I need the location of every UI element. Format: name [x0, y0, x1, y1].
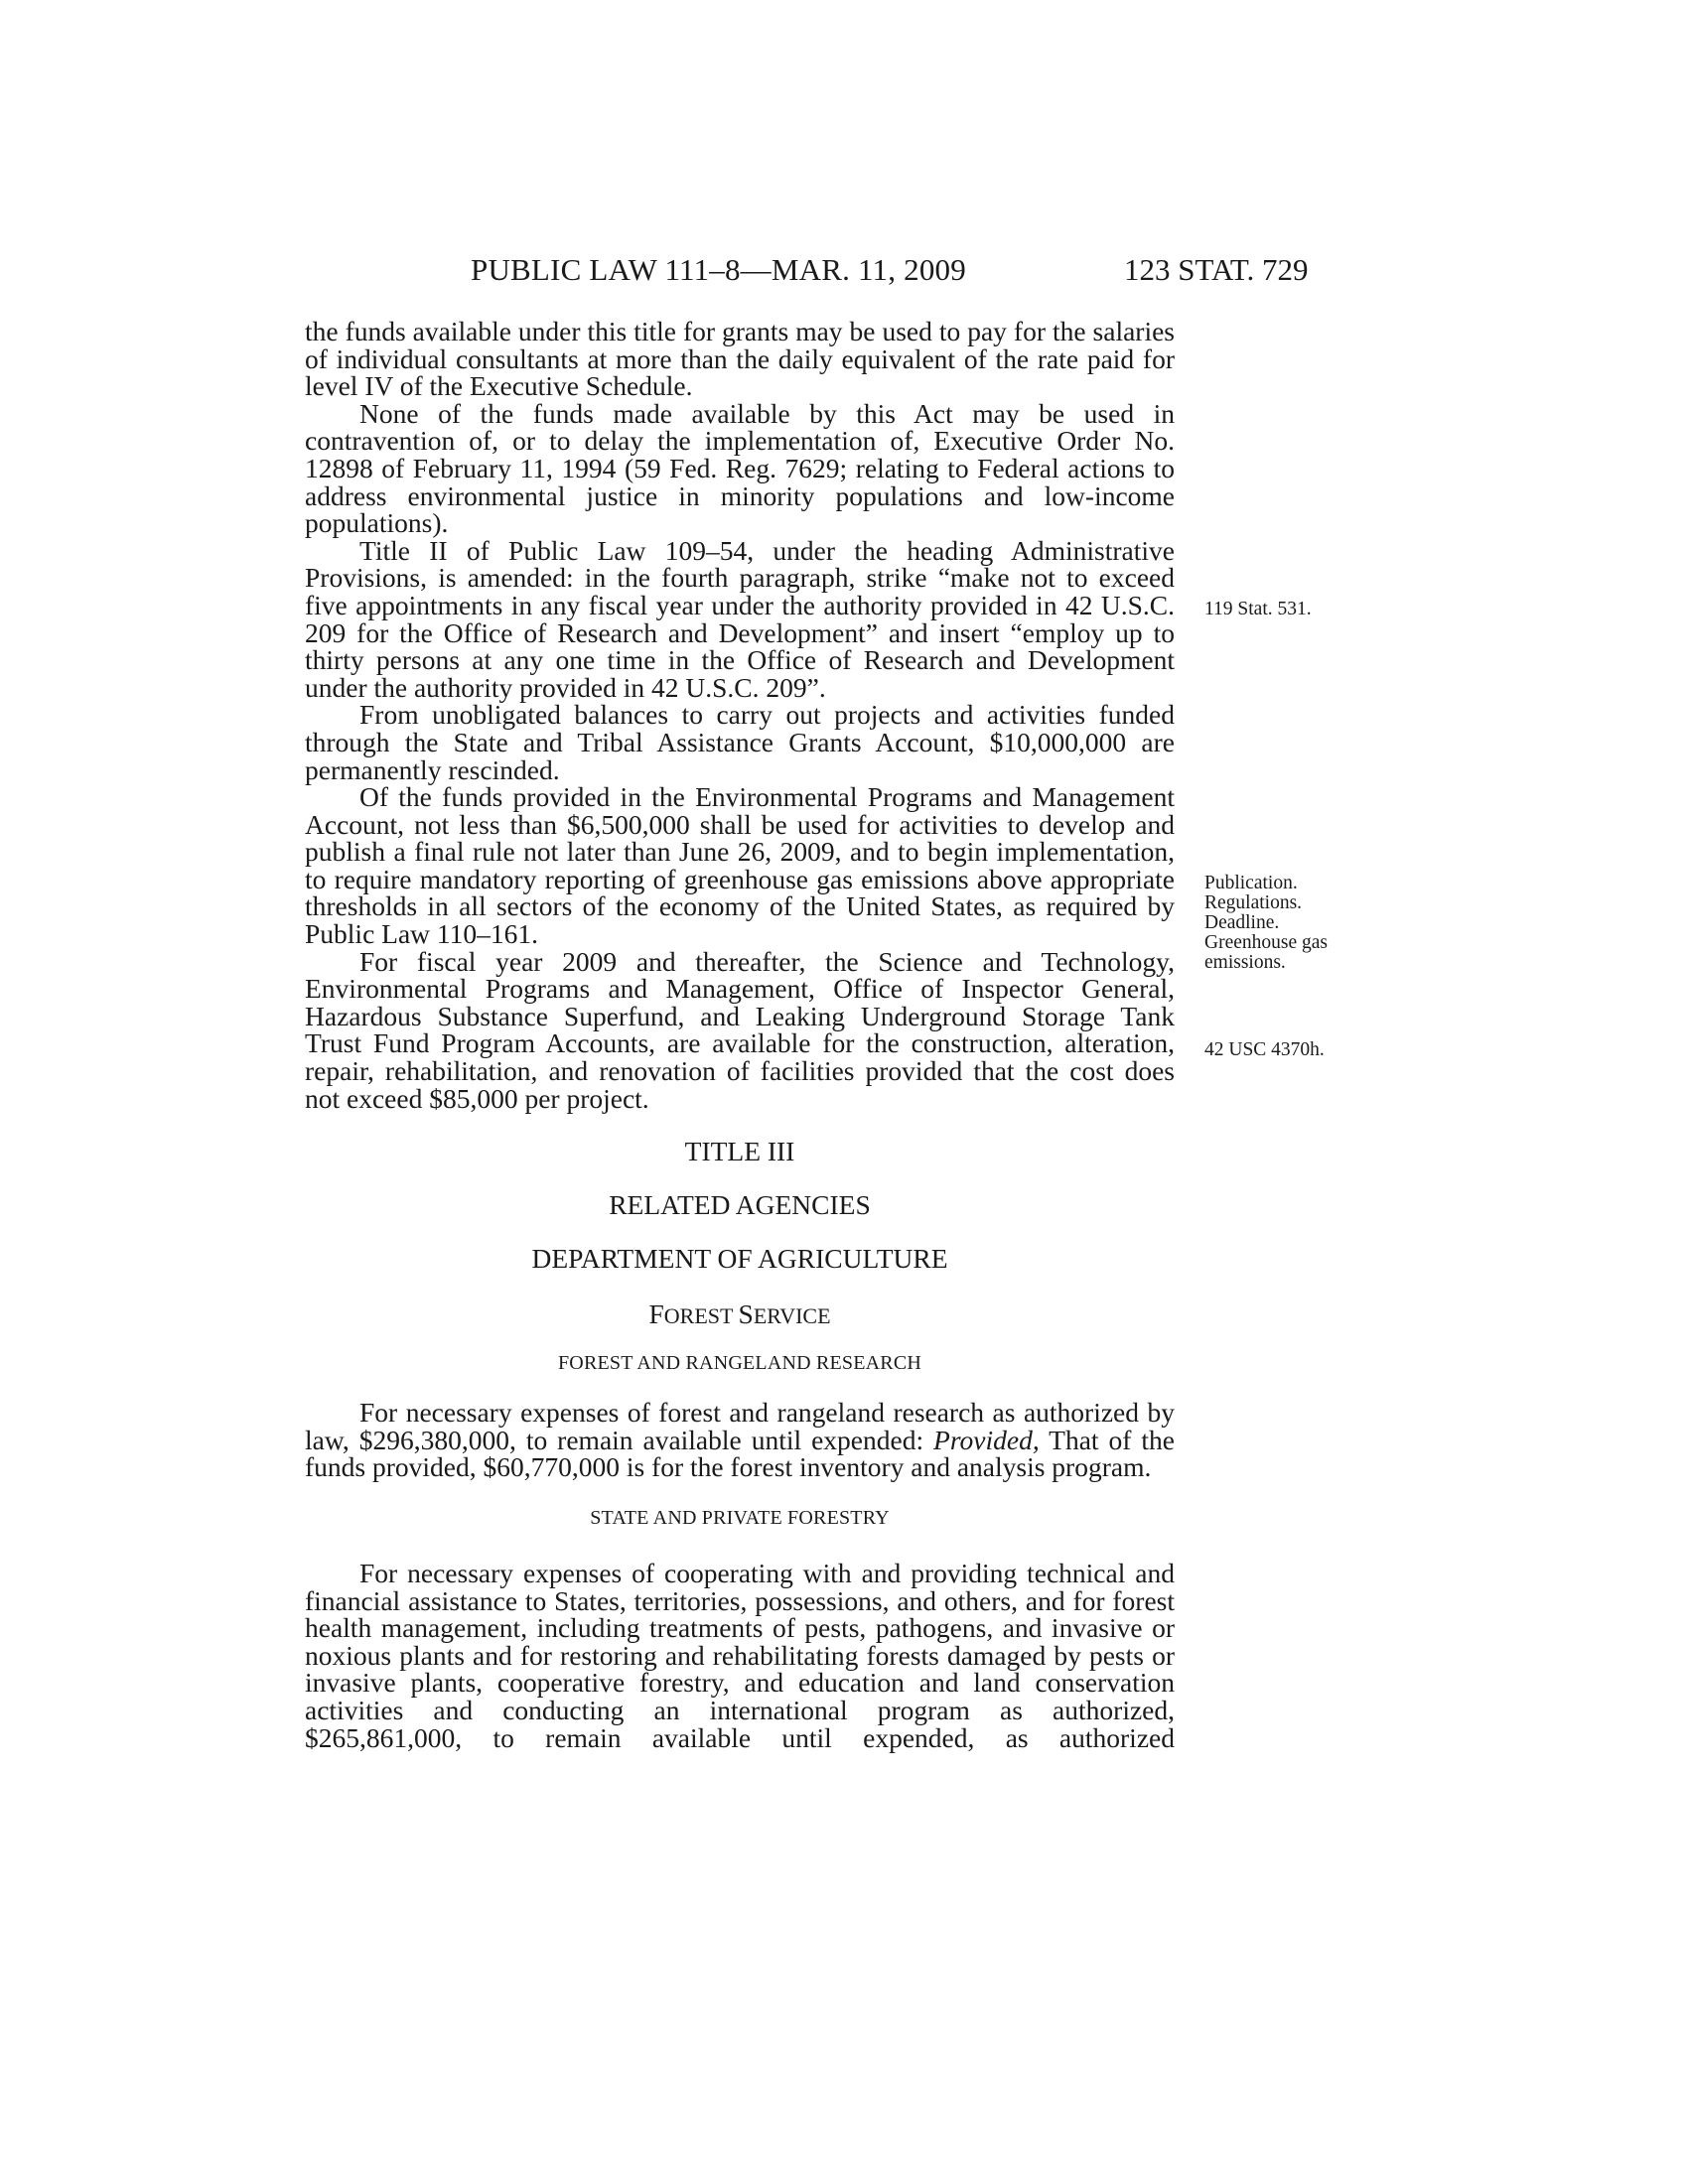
margin-note-stat-citation: 119 Stat. 531.	[1204, 599, 1312, 619]
margin-note-usc-citation: 42 USC 4370h.	[1204, 1039, 1325, 1060]
paragraph-administrative-provisions: Title II of Public Law 109–54, under the heading Administrative Provisions, is amended: in the fourth paragraph, strike “make not to exceed five appointments in any fiscal year under the authority provided in 42 U.S.C. 209 for the Office of Research and Development” and insert “employ up to thirty persons at any one time in the Office of Research and Development under the authority provided in 42 U.S.C. 209”.	[305, 534, 1175, 703]
paragraph-facilities-construction: For fiscal year 2009 and thereafter, the Science and Technology, Environmental Programs and Management, Office of Inspector General, Hazardous Substance Superfund, and Leaking Underground Storage Tank Trust Fund Program Accounts, are available for the construction, alteration, repair, rehabilitation, and renovation of facilities provided that the cost does not exceed $85,000 per project.	[305, 945, 1175, 1114]
margin-note-keywords: Publication. Regulations. Deadline. Greenhouse gas emissions.	[1204, 873, 1328, 973]
document-body	[305, 318, 1175, 1751]
related-agencies-heading: RELATED AGENCIES	[609, 1189, 871, 1221]
running-header: PUBLIC LAW 111–8—MAR. 11, 2009	[471, 252, 966, 287]
page-stat-number: 123 STAT. 729	[1124, 252, 1309, 287]
paragraph-environmental-justice: None of the funds made available by this Act may be used in contravention of, or to delay the implementation of, Executive Order No. 12898 of February 11, 1994 (59 Fed. Reg. 7629; relating to Federal actions to address environmental justice in minority populations and low-income populations).	[305, 397, 1175, 539]
title-heading: TITLE III	[684, 1136, 795, 1167]
paragraph-consultant-salaries: the funds available under this title for grants may be used to pay for the salaries of individual consultants at more than the daily equivalent of the rate paid for level IV of the Executive Schedule.	[305, 316, 1175, 402]
forest-service-heading: FOREST SERVICE	[648, 1298, 831, 1330]
state-private-forestry-heading: STATE AND PRIVATE FORESTRY	[590, 1507, 890, 1529]
paragraph-greenhouse-gas-reporting: Of the funds provided in the Environmental Programs and Management Account, not less than $6,500,000 shall be used for activities to develop and publish a final rule not later than June 26, 2009, and to begin implementation, to require mandatory reporting of greenhouse gas emissions above appropriate thresholds in all sectors of the economy of the United States, as required by Public Law 110–161.	[305, 781, 1175, 950]
forest-rangeland-research-heading: FOREST AND RANGELAND RESEARCH	[557, 1352, 922, 1375]
paragraph-state-private-forestry: For necessary expenses of cooperating with and providing technical and financial assistance to States, territories, possessions, and others, and for forest health management, including treatments of pests, pathogens, and invasive or noxious plants and for restoring and rehabilitating forests damaged by pests or invasive plants, cooperative forestry, and education and land conservation activities and conducting an international program as authorized, $265,861,000, to remain available until expended, as authorized	[305, 1558, 1175, 1753]
department-heading: DEPARTMENT OF AGRICULTURE	[531, 1243, 948, 1275]
paragraph-forest-research: For necessary expenses of forest and rangeland research as authorized by law, $296,380,000, to remain available until expended: Provided, That of the funds provided, $60,770,000 is for the forest inventory and analysis program.	[305, 1397, 1175, 1483]
paragraph-rescission: From unobligated balances to carry out projects and activities funded through the State and Tribal Assistance Grants Account, $10,000,000 are permanently rescinded.	[305, 699, 1175, 785]
